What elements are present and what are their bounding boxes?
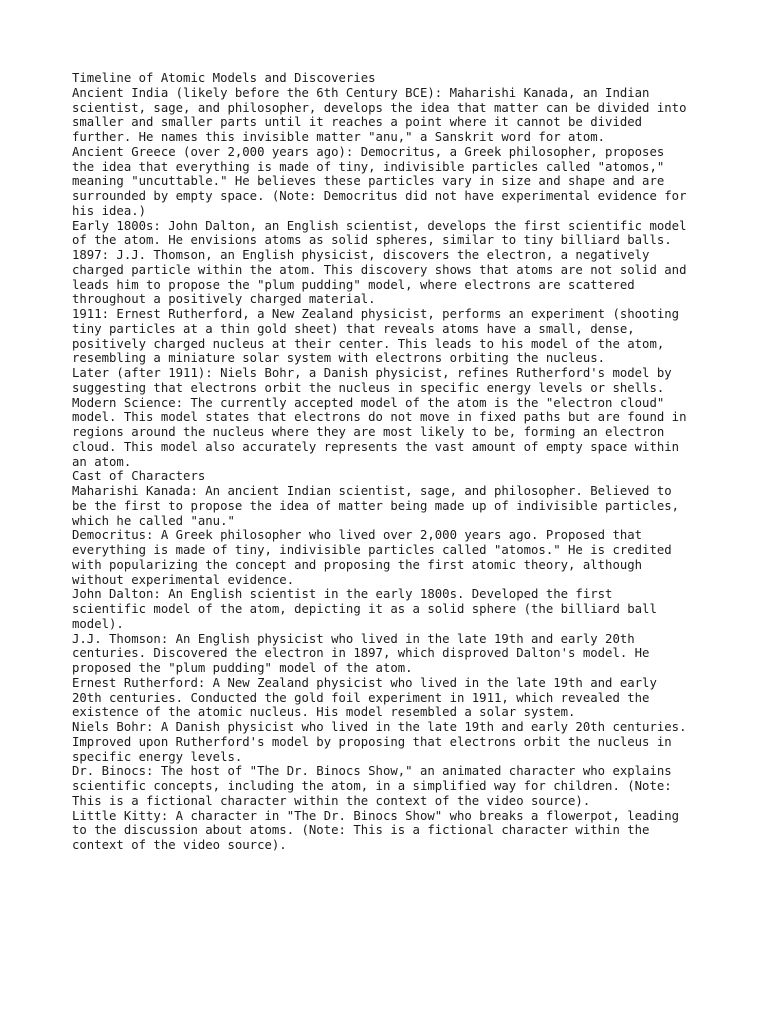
text-line: model. This model states that electrons do not move in fixed paths but are found in <box>72 410 687 425</box>
text-line: charged particle within the atom. This discovery shows that atoms are not solid and <box>72 262 687 277</box>
text-line: his idea.) <box>72 203 147 218</box>
text-line: scientist, sage, and philosopher, develops the idea that matter can be divided into <box>72 100 687 115</box>
text-line: 1897: J.J. Thomson, an English physicist, discovers the electron, a negatively <box>72 248 650 262</box>
text-line: tiny particles at a thin gold sheet) that reveals atoms have a small, dense, <box>72 321 635 336</box>
text-line: throughout a positively charged material. <box>72 292 376 307</box>
text-line: Niels Bohr: A Danish physicist who lived in the late 19th and early 20th centuries. <box>72 720 687 734</box>
text-line: Ernest Rutherford: A New Zealand physicist who lived in the late 19th and early <box>72 675 657 690</box>
text-line: Cast of Characters <box>72 469 206 484</box>
text-line: 1911: Ernest Rutherford, a New Zealand physicist, performs an experiment (shooting <box>72 307 680 321</box>
text-line: the idea that everything is made of tiny, indivisible particles called "atomos," <box>72 159 665 174</box>
text-line: John Dalton: An English scientist in the early 1800s. Developed the first <box>72 587 613 602</box>
text-line: proposed the "plum pudding" model of the atom. <box>72 661 413 675</box>
text-line: Early 1800s: John Dalton, an English scientist, develops the first scientific model <box>72 218 687 233</box>
text-line: Improved upon Rutherford's model by proposing that electrons orbit the nucleus in <box>72 734 672 749</box>
text-line: Timeline of Atomic Models and Discoveries <box>72 71 376 85</box>
document-page <box>72 71 702 853</box>
text-line: leads him to propose the "plum pudding" model, where electrons are scattered <box>72 277 635 292</box>
text-line: Ancient India (likely before the 6th Century BCE): Maharishi Kanada, an Indian <box>72 85 650 100</box>
text-line: positively charged nucleus at their center. This leads to his model of the atom, <box>72 336 665 351</box>
text-line: existence of the atomic nucleus. His model resembled a solar system. <box>72 705 576 720</box>
text-line: to the discussion about atoms. (Note: This is a fictional character within the <box>72 823 650 838</box>
text-line: model). <box>72 616 124 631</box>
text-line: an atom. <box>72 454 132 469</box>
text-line: specific energy levels. <box>72 749 243 764</box>
text-line: meaning "uncuttable." He believes these particles vary in size and shape and are <box>72 174 665 189</box>
text-line: J.J. Thomson: An English physicist who lived in the late 19th and early 20th <box>72 631 635 646</box>
text-line: Modern Science: The currently accepted model of the atom is the "electron cloud" <box>72 395 665 410</box>
text-line: with popularizing the concept and proposing the first atomic theory, although <box>72 557 643 572</box>
text-line: smaller and smaller parts until it reaches a point where it cannot be divided <box>72 115 643 130</box>
text-line: context of the video source). <box>72 838 287 852</box>
text-line: further. He names this invisible matter "anu," a Sanskrit word for atom. <box>72 130 606 144</box>
text-line: This is a fictional character within the context of the video source). <box>72 793 591 808</box>
text-line: of the atom. He envisions atoms as solid spheres, similar to tiny billiard balls. <box>72 233 672 248</box>
text-line: 20th centuries. Conducted the gold foil experiment in 1911, which revealed the <box>72 690 650 705</box>
text-line: regions around the nucleus where they are most likely to be, forming an electron <box>72 425 665 439</box>
text-line: everything is made of tiny, indivisible particles called "atomos." He is credited <box>72 543 672 557</box>
text-line: cloud. This model also accurately represents the vast amount of empty space within <box>72 439 680 454</box>
text-line: centuries. Discovered the electron in 1897, which disproved Dalton's model. He <box>72 646 650 661</box>
text-line: scientific model of the atom, depicting it as a solid sphere (the billiard ball <box>72 602 657 616</box>
text-line: resembling a miniature solar system with electrons orbiting the nucleus. <box>72 351 606 366</box>
text-line: Dr. Binocs: The host of "The Dr. Binocs Show," an animated character who explains <box>72 764 672 779</box>
text-line: without experimental evidence. <box>72 572 295 587</box>
text-line: surrounded by empty space. (Note: Democritus did not have experimental evidence for <box>72 189 687 203</box>
text-line: Little Kitty: A character in "The Dr. Binocs Show" who breaks a flowerpot, leading <box>72 808 680 823</box>
text-line: be the first to propose the idea of matter being made up of indivisible particles, <box>72 498 680 513</box>
text-line: Later (after 1911): Niels Bohr, a Danish physicist, refines Rutherford's model by <box>72 366 672 380</box>
text-line: which he called "anu." <box>72 513 235 528</box>
text-line: Ancient Greece (over 2,000 years ago): Democritus, a Greek philosopher, proposes <box>72 144 665 159</box>
text-line: scientific concepts, including the atom, in a simplified way for children. (Note: <box>72 779 672 793</box>
text-line: suggesting that electrons orbit the nucleus in specific energy levels or shells. <box>72 380 665 395</box>
text-line: Democritus: A Greek philosopher who lived over 2,000 years ago. Proposed that <box>72 528 643 543</box>
text-line: Maharishi Kanada: An ancient Indian scientist, sage, and philosopher. Believed to <box>72 484 672 498</box>
